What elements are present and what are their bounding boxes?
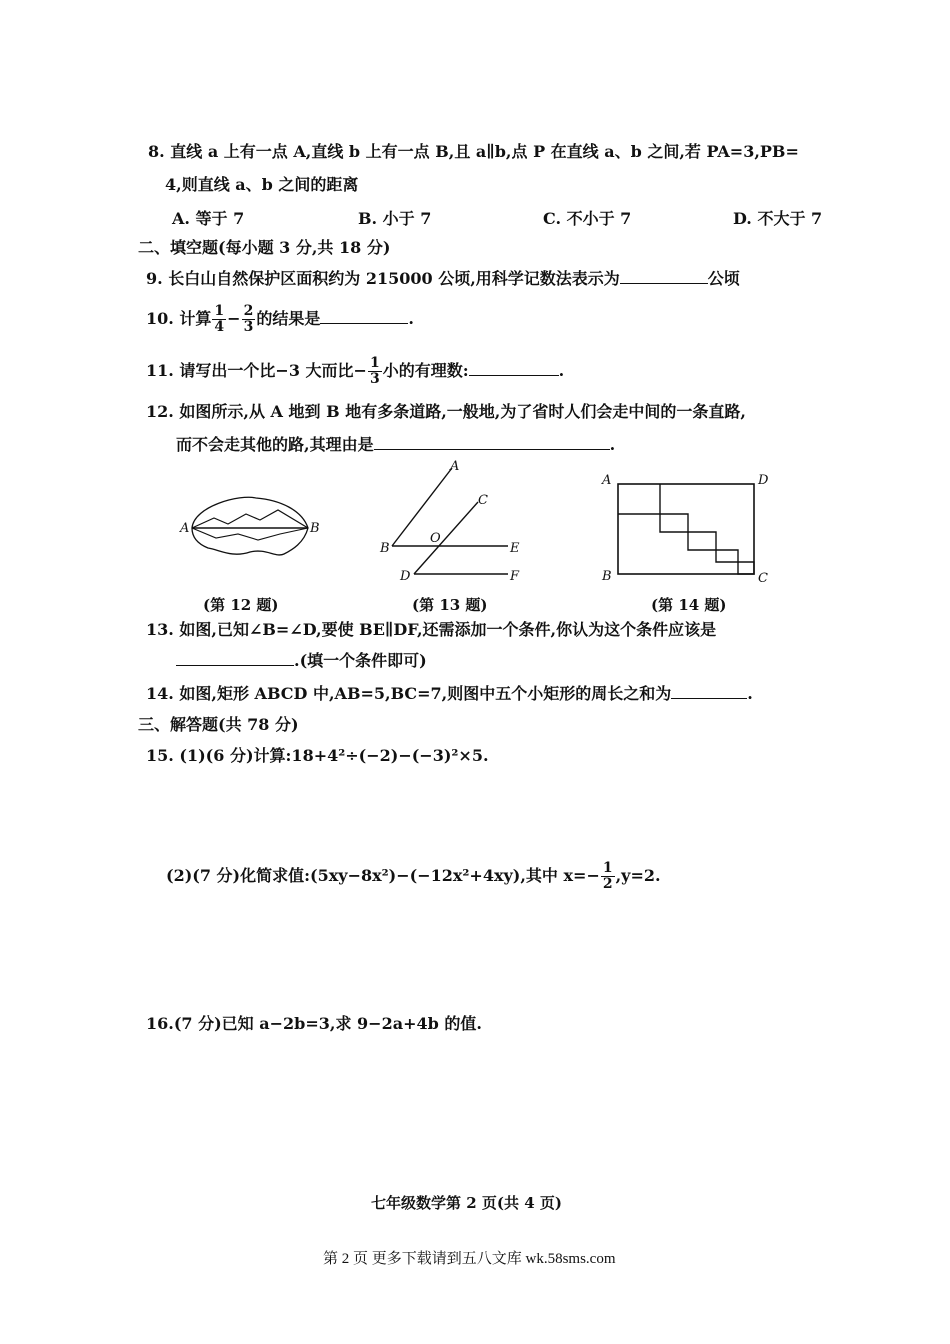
- fig14-small-rect-1: [618, 484, 660, 514]
- fig14-small-rect-5: [738, 562, 754, 574]
- q11-f-num: 1: [369, 355, 380, 371]
- fig14-label-b: B: [602, 569, 612, 584]
- q10: [146, 304, 414, 335]
- figure-13: [378, 460, 528, 585]
- q15-part2-fraction: [601, 861, 615, 892]
- q16: 16.(7 分)已知 a−2b=3,求 9−2a+4b 的值.: [146, 1014, 482, 1033]
- fig12-label-a: A: [180, 521, 190, 536]
- q15-part2-suffix: ,y=2.: [615, 866, 661, 885]
- q15-f-num: 1: [602, 860, 613, 876]
- q13-line2-text: .(填一个条件即可): [294, 651, 427, 670]
- fig14-small-rect-3: [688, 532, 716, 550]
- q13-answer-blank: [176, 651, 294, 666]
- q14-end: .: [747, 684, 753, 703]
- q10-prefix: 10. 计算: [146, 309, 212, 328]
- fig12-lower-road: [192, 528, 308, 540]
- fig14-small-rect-4: [716, 550, 738, 562]
- fig12-outer-road: [192, 497, 308, 555]
- fig13-label-d: D: [400, 569, 411, 584]
- q9-text: 9. 长白山自然保护区面积约为 215000 公顷,用科学记数法表示为: [146, 269, 620, 288]
- q15-f-den: 2: [602, 876, 613, 892]
- q10-f2-den: 3: [243, 319, 254, 335]
- fig12-caption: (第 12 题): [203, 596, 279, 614]
- q8-line2: 4,则直线 a、b 之间的距离: [165, 175, 359, 194]
- q10-f1-num: 1: [214, 303, 225, 319]
- q11-suffix: 小的有理数:: [382, 361, 469, 380]
- fig13-line-dc: [414, 502, 478, 574]
- fig13-label-o: O: [430, 531, 441, 546]
- fig13-label-f: F: [510, 569, 520, 584]
- q12-line2-text: 而不会走其他的路,其理由是: [176, 435, 374, 454]
- q12-end: .: [609, 435, 616, 454]
- q10-fraction-2: [242, 304, 256, 335]
- q11: [146, 356, 564, 387]
- q11-fraction: [368, 356, 382, 387]
- q10-minus: −: [227, 309, 241, 328]
- page-footer: 七年级数学第 2 页(共 4 页): [371, 1194, 562, 1212]
- fig13-label-e: E: [510, 541, 520, 556]
- figure-12: [180, 488, 320, 568]
- q13-line2: [176, 650, 427, 672]
- q15-part1: 15. (1)(6 分)计算:18+4²÷(−2)−(−3)²×5.: [146, 746, 489, 765]
- watermark-text: 第 2 页 更多下载请到五八文库 wk.58sms.com: [323, 1251, 616, 1267]
- q8-option-c: C. 不小于 7: [543, 209, 632, 228]
- q14-answer-blank: [671, 684, 747, 699]
- q11-end: .: [558, 361, 565, 380]
- q8-option-b: B. 小于 7: [358, 209, 432, 228]
- q15-part2: [166, 861, 661, 892]
- fig14-diagonal: [660, 484, 754, 574]
- fig12-zigzag-road: [192, 510, 308, 528]
- section2-heading: 二、填空题(每小题 3 分,共 18 分): [138, 238, 391, 257]
- q10-f1-den: 4: [214, 319, 225, 335]
- q10-end: .: [408, 309, 414, 328]
- q14: [146, 683, 753, 705]
- fig14-rectangle-abcd: [618, 484, 754, 574]
- q9-answer-blank: [620, 269, 708, 284]
- q10-fraction-1: [212, 304, 226, 335]
- fig14-label-c: C: [758, 571, 768, 586]
- figure-14: [598, 470, 778, 585]
- q13-line1: 13. 如图,已知∠B=∠D,要使 BE∥DF,还需添加一个条件,你认为这个条件应该是: [146, 620, 717, 639]
- q9-suffix: 公顷: [707, 269, 740, 288]
- fig13-caption: (第 13 题): [412, 596, 488, 614]
- q10-f2-num: 2: [243, 303, 254, 319]
- q10-answer-blank: [320, 309, 408, 324]
- fig12-label-b: B: [310, 521, 320, 536]
- q11-answer-blank: [469, 361, 559, 376]
- q11-f-den: 3: [369, 371, 380, 387]
- fig13-label-a: A: [450, 459, 460, 474]
- section3-heading: 三、解答题(共 78 分): [138, 715, 299, 734]
- q8-option-d: D. 不大于 7: [733, 209, 823, 228]
- fig13-line-ba: [392, 468, 452, 546]
- fig14-label-a: A: [602, 473, 612, 488]
- q10-suffix: 的结果是: [256, 309, 321, 328]
- fig13-label-b: B: [380, 541, 390, 556]
- q12-line1: 12. 如图所示,从 A 地到 B 地有多条道路,一般地,为了省时人们会走中间的一条直路,: [146, 402, 746, 421]
- q8-option-a: A. 等于 7: [172, 209, 245, 228]
- fig14-label-d: D: [758, 473, 769, 488]
- q9: [146, 268, 740, 290]
- q14-text: 14. 如图,矩形 ABCD 中,AB=5,BC=7,则图中五个小矩形的周长之和为: [146, 684, 672, 703]
- fig13-label-c: C: [478, 493, 488, 508]
- fig14-caption: (第 14 题): [651, 596, 727, 614]
- q12-line2: [176, 434, 615, 456]
- q11-prefix: 11. 请写出一个比−3 大而比−: [146, 361, 367, 380]
- q8-line1: 8. 直线 a 上有一点 A,直线 b 上有一点 B,且 a∥b,点 P 在直线 a、b 之间,若 PA=3,PB=: [148, 142, 799, 161]
- q12-answer-blank: [374, 435, 610, 450]
- q15-part2-prefix: (2)(7 分)化简求值:(5xy−8x²)−(−12x²+4xy),其中 x=−: [166, 866, 600, 885]
- fig14-small-rect-2: [660, 514, 688, 532]
